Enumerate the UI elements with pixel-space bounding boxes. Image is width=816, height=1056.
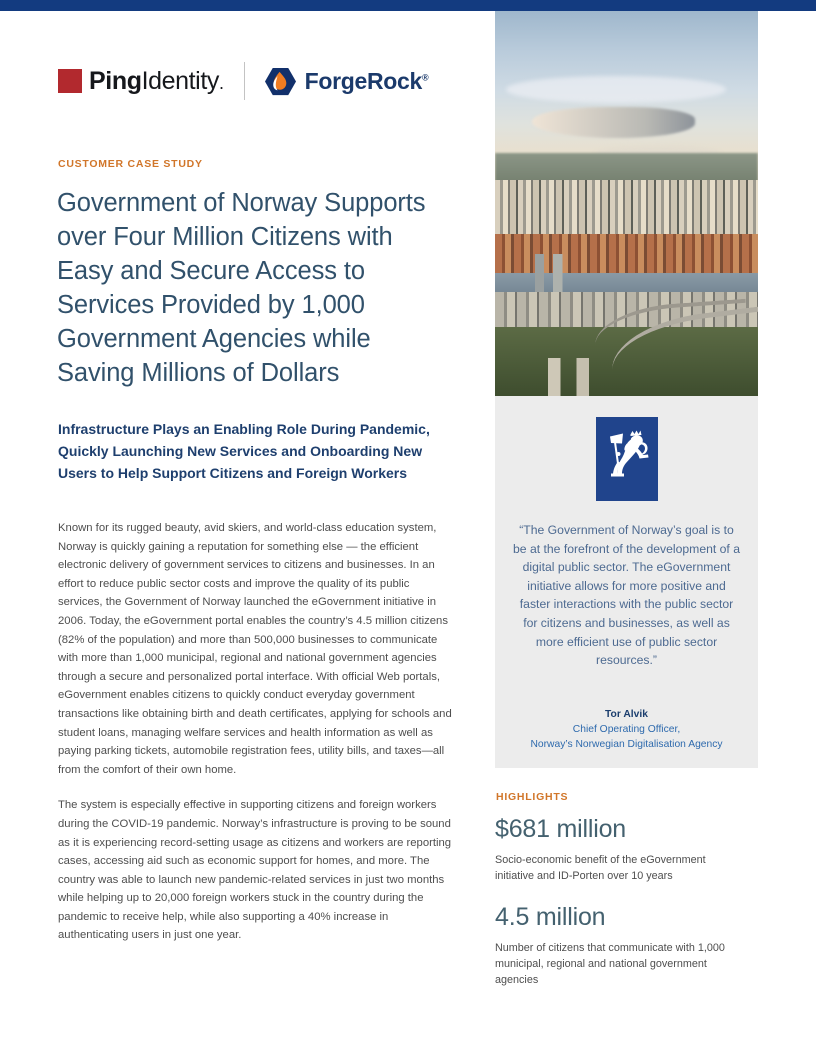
highlights-label: HIGHLIGHTS xyxy=(496,791,569,803)
quote-attribution xyxy=(505,707,748,752)
ping-trademark: . xyxy=(218,72,224,93)
norway-lion-crest-svg xyxy=(602,426,652,492)
ping-identity-wordmark xyxy=(89,67,224,96)
pull-quote: “The Government of Norway’s goal is to be at the forefront of the development of a digital public sector. The eGovernment initiative allows for more positive and faster interactions with the public sector for citizens and businesses, as well as more efficient use of public sector resources.” xyxy=(513,523,740,668)
forgerock-hexagon-icon xyxy=(265,66,296,97)
forgerock-wordmark xyxy=(305,68,429,95)
body-paragraph: The system is especially effective in supporting citizens and foreign workers during the COVID-19 pandemic. Norway’s infrastructure is proving to be sound as it is experiencing record-setting usage as citizens and workers are reporting cases, accessing aid such as economic support for homes, and more. The country was able to launch new pandemic-related services in just two months while helping up to 20,000 foreign workers stuck in the country during the pandemic to receive help, while also supporting a 40% increase in authenticating users in just one year. xyxy=(58,799,452,942)
page-title: Government of Norway Supports over Four Million Citizens with Easy and Secure Access to Services Provided by 1,000 Government Agencies while Saving Millions of Dollars xyxy=(57,189,426,387)
highlight-value: 4.5 million xyxy=(495,903,606,931)
body-copy xyxy=(58,519,453,945)
photo-concrete-pillars xyxy=(532,358,621,397)
highlight-value: $681 million xyxy=(495,815,627,843)
body-paragraph: Known for its rugged beauty, avid skiers, and world-class education system, Norway is quickly gaining a reputation for something else — the efficient electronic delivery of government services to citizens and businesses. In an effort to reduce public sector costs and improve the quality of its public services, the Government of Norway launched the eGovernment initiative in 2006. Today, the eGovernment portal enables the country’s 4.5 million citizens (82% of the population) and more than 500,000 businesses to communicate with more than 1,000 municipal, regional and national government agencies through a secure and personalized portal interface. With official Web portals, eGovernment enables citizens to quickly conduct everyday government transactions like obtaining birth and death certificates, applying for schools and student loans, managing welfare services and health information as well as paying parking tickets, automobile registration fees, utility bills, and taxes—all from the comfort of their own home. xyxy=(58,522,452,776)
highlight-stat xyxy=(495,814,758,884)
eyebrow-label: CUSTOMER CASE STUDY xyxy=(58,158,203,170)
quote-author-title: Chief Operating Officer, xyxy=(572,724,681,735)
logo-row xyxy=(58,62,428,100)
forgerock-logo xyxy=(265,66,429,97)
quote-panel xyxy=(495,396,758,768)
quote-author-org: Norway’s Norwegian Digitalisation Agency xyxy=(530,739,723,750)
forgerock-trademark: ® xyxy=(422,71,429,82)
top-accent-bar xyxy=(0,0,816,11)
ping-word-regular: Identity xyxy=(141,66,219,95)
ping-identity-logo xyxy=(58,67,224,96)
hero-photo-oslo-cityscape xyxy=(495,11,758,396)
highlight-description: Number of citizens that communicate with 1,000 municipal, regional and national government agencies xyxy=(495,942,725,986)
subheading: Infrastructure Plays an Enabling Role During Pandemic, Quickly Launching New Services and Onboarding New Users to Help Support Citizens and Foreign Workers xyxy=(58,421,430,481)
norway-coat-of-arms-icon xyxy=(596,417,658,501)
highlight-stat xyxy=(495,902,758,988)
ping-word-bold: Ping xyxy=(89,66,142,95)
highlight-description: Socio-economic benefit of the eGovernment initiative and ID-Porten over 10 years xyxy=(495,854,706,882)
ping-square-icon xyxy=(58,69,82,93)
forgerock-word: ForgeRock xyxy=(304,67,423,94)
quote-author-name: Tor Alvik xyxy=(605,709,648,720)
logo-divider xyxy=(244,62,245,100)
